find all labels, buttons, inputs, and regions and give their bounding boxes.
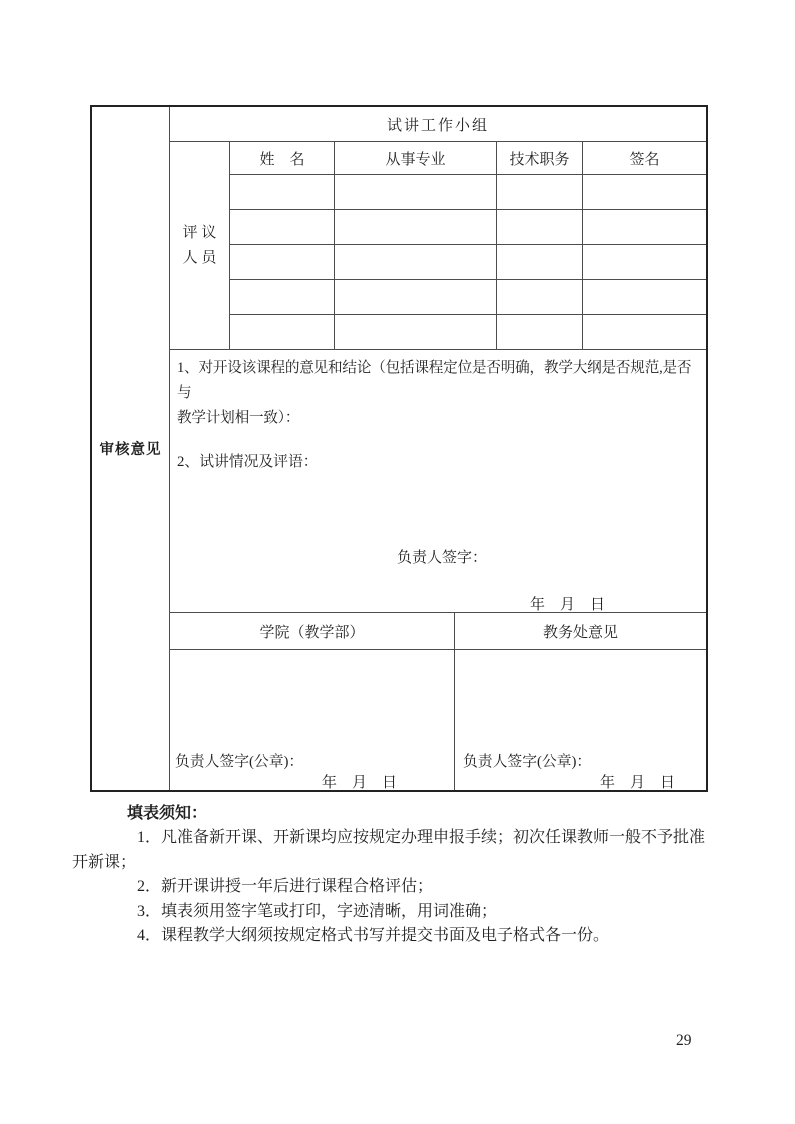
empty-cell-title-2 (497, 210, 583, 245)
date-label: 年 月 日 (530, 597, 606, 613)
note-line-1-continued: 开新课； (72, 853, 137, 871)
college-date-label: 年 月 日 (322, 775, 398, 791)
college-header: 学院（教学部） (170, 613, 455, 650)
note-line-4: 4．课程教学大纲须按规定格式书写并提交书面及电子格式各一份。 (137, 927, 610, 945)
notes-title: 填表须知： (127, 805, 208, 822)
empty-cell-major-3 (335, 245, 497, 280)
page-number: 29 (676, 1032, 692, 1049)
column-header-name: 姓 名 (230, 142, 335, 175)
note-line-2: 2．新开课讲授一年后进行课程合格评估； (137, 878, 434, 896)
empty-cell-major-5 (335, 315, 497, 350)
form-notes (72, 802, 720, 948)
empty-cell-title-1 (497, 175, 583, 210)
review-form-table (90, 105, 708, 792)
empty-cell-title-4 (497, 280, 583, 315)
empty-cell-name-2 (230, 210, 335, 245)
opinion-item-1-line-2: 教学计划相一致）： (177, 410, 300, 426)
note-line-3: 3．填表须用签字笔或打印，字迹清晰，用词准确； (137, 902, 498, 920)
empty-cell-signature-5 (583, 315, 706, 350)
panel-members-line2: 人 员 (182, 249, 217, 266)
empty-cell-major-1 (335, 175, 497, 210)
empty-cell-title-5 (497, 315, 583, 350)
review-opinion-label-cell (92, 107, 170, 790)
review-opinion-label: 审核意见 (99, 442, 162, 458)
empty-cell-signature-3 (583, 245, 706, 280)
academic-date-label: 年 月 日 (600, 775, 676, 791)
trial-group-title: 试讲工作小组 (170, 107, 706, 142)
empty-cell-major-2 (335, 210, 497, 245)
empty-cell-signature-2 (583, 210, 706, 245)
academic-affairs-signature-cell (455, 650, 706, 790)
empty-cell-name-5 (230, 315, 335, 350)
college-signature-cell (170, 650, 455, 790)
leader-signature-label: 负责人签字： (397, 550, 488, 566)
opinion-item-2: 2、试讲情况及评语： (177, 454, 318, 470)
empty-cell-major-4 (335, 280, 497, 315)
opinion-item-1 (177, 356, 703, 431)
opinion-item-1-line-1: 1、对开设该课程的意见和结论（包括课程定位是否明确，教学大纲是否规范,是否与 (177, 360, 692, 401)
empty-cell-signature-4 (583, 280, 706, 315)
panel-members-label (170, 142, 230, 350)
empty-cell-title-3 (497, 245, 583, 280)
academic-affairs-header: 教务处意见 (455, 613, 706, 650)
opinion-cell (170, 350, 706, 613)
academic-signer-label: 负责人签字(公章)： (463, 754, 592, 770)
column-header-technical-title: 技术职务 (497, 142, 583, 175)
column-header-major: 从事专业 (335, 142, 497, 175)
empty-cell-name-3 (230, 245, 335, 280)
column-header-signature: 签名 (583, 142, 706, 175)
empty-cell-signature-1 (583, 175, 706, 210)
empty-cell-name-4 (230, 280, 335, 315)
note-line-1: 1．凡准备新开课、开新课均应按规定办理申报手续；初次任课教师一般不予批准 (137, 829, 706, 847)
panel-members-line1: 评 议 (182, 224, 217, 241)
empty-cell-name-1 (230, 175, 335, 210)
college-signer-label: 负责人签字(公章)： (175, 754, 304, 770)
